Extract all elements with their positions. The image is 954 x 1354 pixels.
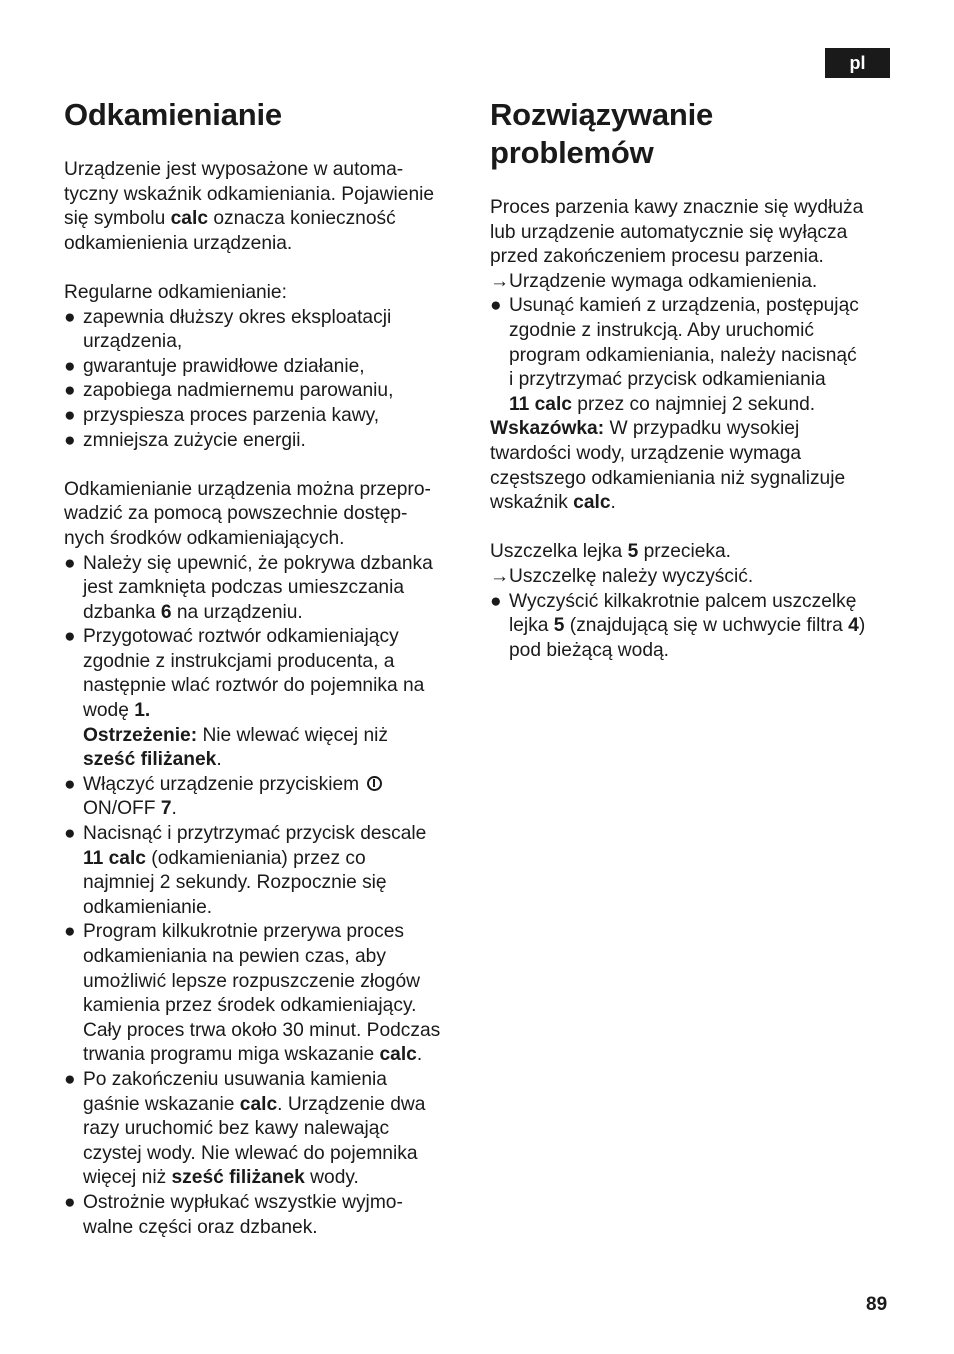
hint-paragraph: Wskazówka: W przypadku wysokiej twardości wody, urządzenie wymaga częstszego odkamieniania niż sygnalizuje wskaźnik calc. xyxy=(490,418,846,514)
bullet-icon: ● xyxy=(64,921,76,943)
arrow-right-icon: → xyxy=(490,565,510,587)
list-item: ● Po zakończeniu usuwania kamienia gaśnie wskazanie calc. Urządzenie dwa razy uruchomić bez kawy nalewając czystej wody. Nie wlewać do pojemnika więcej niż sześć filiżanek wody. xyxy=(64,1068,426,1189)
bullet-icon: ● xyxy=(490,590,502,612)
section-descaling xyxy=(64,96,468,1240)
language-badge: pl xyxy=(825,48,890,78)
bullet-icon: ● xyxy=(64,626,76,648)
bullet-icon: ● xyxy=(64,1191,76,1213)
list-item: ● zapewnia dłuższy okres eksploatacji urządzenia, xyxy=(64,306,392,353)
bullet-icon: ● xyxy=(490,295,502,317)
steps-list xyxy=(64,552,468,1241)
list-item: ● Wyczyścić kilkakrotnie palcem uszczelkę lejka 5 (znajdującą się w uchwycie filtra 4) pod bieżącą wodą. xyxy=(490,590,866,661)
bullet-icon: ● xyxy=(64,1068,76,1090)
list-item: ● Przygotować roztwór odkamieniający zgodnie z instrukcjami producenta, a następnie wlać roztwór do pojemnika na wodę 1. Ostrzeżenie: Nie wlewać więcej niż sześć filiżanek. xyxy=(64,626,425,771)
power-icon xyxy=(367,776,382,791)
problem-2-description: Uszczelka lejka 5 przecieka. xyxy=(490,541,732,563)
bullet-icon: ● xyxy=(64,306,76,328)
benefits-list xyxy=(64,306,468,454)
problem-1-cause: → Urządzenie wymaga odkamienienia. xyxy=(490,270,894,295)
list-item: ● Usunąć kamień z urządzenia, postępując zgodnie z instrukcją. Aby uruchomić program odkamieniania, należy nacisnąć i przytrzymać przycisk odkamieniania 11 calc przez co najmniej 2 sekund. xyxy=(490,295,859,415)
hint-label: Wskazówka: xyxy=(490,418,605,440)
list-item: ● Nacisnąć i przytrzymać przycisk descale 11 calc (odkamieniania) przez co najmniej 2 sekundy. Rozpocznie się odkamienianie. xyxy=(64,823,427,918)
list-item: ● Program kilkukrotnie przerywa proces odkamieniania na pewien czas, aby umożliwić lepsze rozpuszczenie złogów kamienia przez środek odkamieniający. Cały proces trwa około 30 minut. Podczas trwania programu miga wskazanie calc. xyxy=(64,921,441,1066)
intro-paragraph: Urządzenie jest wyposażone w automa- tyczny wskaźnik odkamieniania. Pojawienie się symbolu calc oznacza konieczność odkamienienia urządzenia. xyxy=(64,159,435,254)
method-paragraph: Odkamienianie urządzenia można przepro- wadzić za pomocą powszechnie dostęp- nych środków odkamieniających. xyxy=(64,478,431,549)
bullet-icon: ● xyxy=(64,355,76,377)
list-item: ● gwarantuje prawidłowe działanie, xyxy=(64,355,468,380)
problem-2-cause: → Uszczelkę należy wyczyścić. xyxy=(490,565,894,590)
list-item: ● zapobiega nadmiernemu parowaniu, xyxy=(64,379,468,404)
bullet-icon: ● xyxy=(64,552,76,574)
arrow-right-icon: → xyxy=(490,270,510,292)
list-item: ● Należy się upewnić, że pokrywa dzbanka jest zamknięta podczas umieszczania dzbanka 6 na urządzeniu. xyxy=(64,552,433,623)
list-item: ● Włączyć urządzenie przyciskiem ON/OFF 7. xyxy=(64,773,468,822)
bullet-icon: ● xyxy=(64,404,76,426)
bullet-icon: ● xyxy=(64,823,76,845)
bullet-icon: ● xyxy=(64,773,76,795)
bullet-icon: ● xyxy=(64,429,76,451)
section-title-troubleshooting: Rozwiązywanie problemów xyxy=(490,97,714,170)
problem-1-description: Proces parzenia kawy znacznie się wydłuża lub urządzenie automatycznie się wyłącza przed zakończeniem procesu parzenia. xyxy=(490,197,864,268)
warning-label: Ostrzeżenie: xyxy=(83,724,198,746)
regular-descaling-heading: Regularne odkamienianie: xyxy=(64,281,287,303)
section-title-descaling: Odkamienianie xyxy=(64,97,282,132)
list-item: ● przyspiesza proces parzenia kawy, xyxy=(64,404,468,429)
list-item: ● Ostrożnie wypłukać wszystkie wyjmo- walne części oraz dzbanek. xyxy=(64,1191,403,1238)
page-number: 89 xyxy=(866,1294,888,1315)
section-troubleshooting xyxy=(490,96,894,663)
list-item: ● zmniejsza zużycie energii. xyxy=(64,429,468,454)
bullet-icon: ● xyxy=(64,380,76,402)
